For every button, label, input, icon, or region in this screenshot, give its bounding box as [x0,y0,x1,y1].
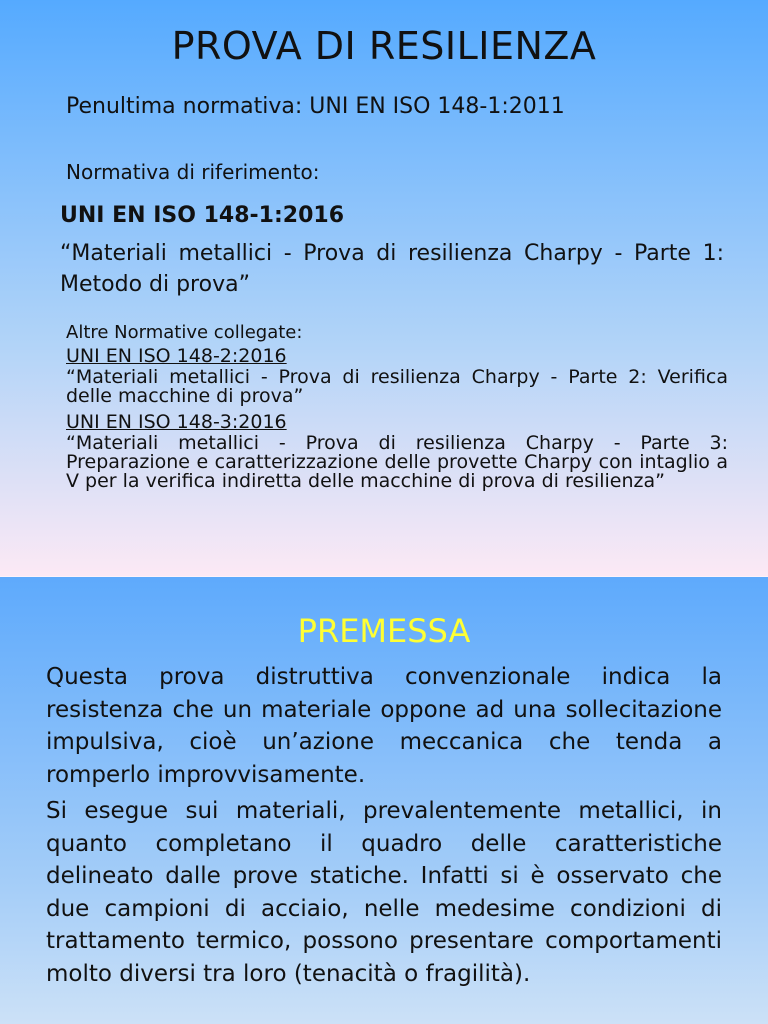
slide-premessa [0,577,768,1024]
reference-label: Normativa di riferimento: [66,160,320,184]
reference-description: “Materiali metallici - Prova di resilienza Charpy - Parte 1: Metodo di prova” [60,241,724,297]
related-standard-2: UNI EN ISO 148-3:2016 [66,411,287,433]
slide-title: PROVA DI RESILIENZA [171,24,597,68]
related-standard-1: UNI EN ISO 148-2:2016 [66,345,287,367]
section-title: PREMESSA [297,612,471,650]
related-standards [66,322,728,491]
paragraph: Si esegue sui materiali, prevalentemente metallici, in quanto completano il quadro delle caratteristiche delineato dalle prove statiche. Infatti si è osservato che due campioni di acciaio, nelle medesime condizioni di trattamento termico, possono presentare comportamenti molto diversi tra loro (tenacità o fragilità). [46,798,722,987]
related-description-2: “Materiali metallici - Prova di resilienza Charpy - Parte 3: Preparazione e caratterizzazione delle provette Charpy con intaglio a V per la verifica indiretta delle macchine di prova di resilienza” [66,432,728,492]
related-description-1: “Materiali metallici - Prova di resilienza Charpy - Parte 2: Verifica delle macchine di prova” [66,366,728,407]
reference-standard: UNI EN ISO 148-1:2016 [60,203,345,228]
related-label: Altre Normative collegate: [66,322,303,343]
paragraph: Questa prova distruttiva convenzionale indica la resistenza che un materiale oppone ad una sollecitazione impulsiva, cioè un’azione meccanica che tenda a romperlo improvvisamente. [46,664,722,788]
previous-standard: Penultima normativa: UNI EN ISO 148-1:2011 [66,94,565,119]
